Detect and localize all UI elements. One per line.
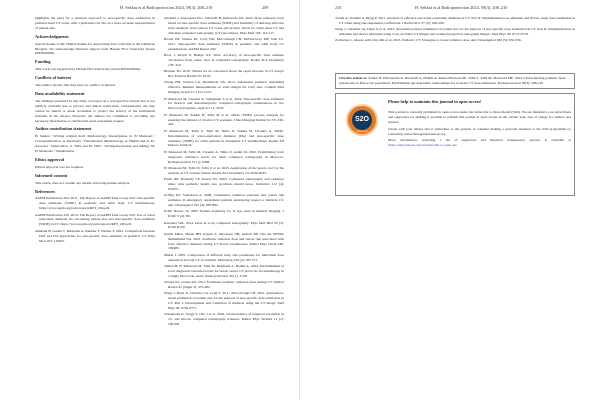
reference-item: Zacharias C, Alessio AM, Otto RK et al. 2013. Pediatric CT: Strategies to lower radiation dose. Am J Roentgenol 200 (5): 950-956.: [335, 38, 522, 43]
seal-top-text: SUBSCRIBE TO OPEN: [353, 106, 371, 107]
section-text: The authors declare that they have no conflict of interest.: [35, 83, 116, 88]
reference-item: Wang J, Duan X, Christner JA, Leng S, Yu L, McCollough CH. 2012. Attenuation-based estimation of patient size for the purpose of size specific dose estimation in CT. Part I. Development and validation of methods using the CT image. Med Phys 39: 6764-6771.: [164, 291, 284, 310]
page-number: 209: [262, 5, 269, 10]
references-list-page2: [335, 16, 575, 45]
open-access-appeal: [335, 93, 575, 196]
cite-box: [335, 73, 575, 89]
page-210: [300, 0, 600, 400]
appeal-paragraph-3: [388, 138, 571, 148]
reference-item: Kalender WA. 2014. Dose in x-ray computed tomography. Phys Med Biol 59 (3): R129-R150.: [164, 220, 284, 230]
reference-item: Mukta I. 2005. Comparison of different body size parameters for individual dose adaptation in body CT of children. Med Imag 236 (2): 565 571.: [164, 252, 284, 262]
appeal-text: [388, 100, 571, 150]
references-list-right: [164, 16, 284, 327]
section-text: The findings presented in this study are based on a retrospective dataset that is not publicly available due to privacy and ethical restrictions. Unfortunately, the data cannot be shared or made accessible to protect the privacy of the individuals included in the dataset. However, the authors are committed to providing any necessary information or clarification upon reasonable request.: [35, 98, 155, 123]
reference-item: Boone JM, Strauss KJ, Cody DD, McCollough CH, McNitt-Gray MF, Toth TL. 2011. Size-specific dose estimates (SSDE) in pediatric and adult body CT examinations. AAPM Report 204.: [164, 37, 284, 51]
cite-label: Cite this article as:: [339, 76, 368, 80]
left-column: [35, 16, 155, 245]
reference-item: Griffey RT, Sodickson A. 2009. Cumulative radiation exposure and cancer risk estimates in emergency department patients undergoing repeat or multiple CT. Am J Roentgenol 192 (4): 887-892.: [164, 193, 284, 208]
seal-bottom-text: OPEN ACCESS: [356, 132, 368, 133]
appeal-paragraph-3-text: More information, including a list of supporters and financial transparency reports, is available at: [388, 138, 571, 143]
reference-item: Boos J, Kröpil P, Bethge OT. 2016. Accuracy of size-specific dose estimate calculation from center slice in computed tomography. Radiat Prot Dosimetry 178: 419.: [164, 53, 284, 67]
appeal-paragraph-1: This journal is currently published in open access under the Subscribe to Open model (S2O). We are thankful to our subscribers and supporters for making it possible to publish this journal in open access in the current year, free of charge for authors and readers.: [388, 109, 571, 124]
section-text: This work was supported by Hassan First University (Grant #FP2020096).: [35, 67, 141, 72]
reference-item: Brenner DJ. 2010. Should we be concerned about the rapid increase in CT usage? Rev Environ Health 25: 63-67.: [164, 69, 284, 79]
reference-item: AAPM Publication 204. 2011. The Report of AAPM Task Group 204: Size-specific dose estimates (SSDE) in pediatric and adult body CT examinations. https://www.aapm.org/pubs/reports/RPT_204.pdf.: [35, 196, 155, 211]
section-text: Special thanks to Mr. Hamza Sekkat for supervising data collection at the Childrens Hospital. We acknowledge financial support from Hassan First University (Grant #FP2020096).: [35, 41, 155, 56]
section-heading: Funding: [35, 59, 51, 65]
reference-item: El Mansouri M, Choukri A, Semghouli S et al. 2022. Size-specific dose estimates for thoracic and abdominopelvic computed tomography examinations in two Moroccan hospitals. Appl Sci 12: 5655.: [164, 96, 284, 111]
references-heading: References: [35, 188, 55, 194]
running-head: H. Sekkat et al Radioprotection 2024, 59(3), 208–210: [120, 5, 213, 10]
section-heading: Data availability statement: [35, 90, 85, 96]
reference-item: Cheng PM, Vachon LA, Duddalwar VA. 2013. Automated pediatric abdominal effective diameter measurements on axial images for body size. Comput Med Imaging Graph 37: 1151-1153.: [164, 80, 284, 95]
reference-item: El Mansouri M, Sekkat H, Talbi M et al. 2024a. FMEA process analysis for ensuring the failures of 16-slice CT scanners. J Med Imaging Radiat Sci 55: 436-442.: [164, 112, 284, 127]
reference-item: Karim MKA, Hasan HH, Kayun Z, Aliyaseen OB, Anizan SB, Che Ra NFNM, Muhammad NA. 2021. Paediatric radiation dose and cancer risk associated with body effective diameter during CT thorax examination. Radiat Phys Chem 186: 109485.: [164, 231, 284, 251]
reference-item: Yokomachi K, Tsuge T, Ono J et al. 2018. Characteristics of temporal resolution in 16- and 64-row computed tomography scanners. Radiol Phys Technol 11 (1): 100108.: [164, 312, 284, 327]
section-heading: Conflicts of interest: [35, 75, 71, 81]
reference-item: El Mansouri M, Talbi M, Choukri A, Nhila O, Ashid M. 2022. Establishing local diagnostic reference levels for adult computed tomography in Morocco. Radioprotection 57 (1): 6466.: [164, 149, 284, 164]
cite-text: Sekkat H, Elmansouri K, Khalloufi A, Halimi A, Ahmed Haraoui OE, Talbi Z, Talbi M, Mansouri ME. 2024. Characterizing pediatric head patient size in Moroccan population: Establishing age-dependent relationships for accurate CT dose estimation. Radioprotection 59(3): 208-210: [339, 76, 566, 85]
reference-item: Tortell A, Yoshida A, Hogg P. 2017. Analysis of effective and water-equivalent diameter in CT. Part II: Implementation on abdomen and thorax organ dose estimation in CT when using size-dependent coefficients. J Radiol Prot 37 (2): 190-206.: [335, 16, 575, 25]
section-heading: Ethics approval: [35, 156, 64, 162]
reference-item: Anselmi J, Anyaogaru Ebo, Saltarelli B, Dallavalle AN. 2023. Dose reference level based on size-specific dose estimates (SSDE) and feasibility of deriving effective body diameter from patient CT scans and product labels for adult chest CT and abdomen computed tomography (CT) procedures. Phys Med 102: 110-117.: [164, 16, 284, 35]
reference-item: Alikhani B, Getzin T, Rebmann A, Ruhnke T, Wacker F. 2022. Comparison between Deff and Dw approaches for size-specific dose estimates in pediatric CT. Phys Med 103: 110205.: [35, 228, 155, 243]
section-heading: Acknowledgments: [35, 33, 69, 39]
page-number: 210: [335, 5, 342, 10]
section-heading: Author contribution statement: [35, 126, 92, 132]
section-text: This article does not contain any studies involving human subjects.: [35, 180, 131, 185]
running-head: H. Sekkat et al Radioprotection 2024, 59(3), 208–210: [415, 5, 508, 10]
reference-item: AAPM Publication 220. 2014. The Report of AAPM Task Group 220: Use of water equivalent diameter for calculating patient size and size-specific dose estimates (SSDE) in CT. https://www.aapm.org/pubs/reports/RPT_220.pdf.: [35, 212, 155, 227]
reference-item: ICRU Report 74. 2005. Patient dosimetry for X rays used in medical imaging. J ICRU 5 (2): 89.: [164, 209, 284, 219]
references-list-left: [35, 196, 155, 243]
section-heading: Informed consent: [35, 172, 68, 178]
right-column: [164, 16, 284, 328]
seal-center-text: S2O: [352, 110, 372, 130]
appeal-paragraph-2: Check with your library that it subscribes to the journal, or consider making a personal donation to the S2O programme by contacting subscribers@edpsciences.org: [388, 126, 571, 136]
reference-item: Strauss KJ, Goske MJ. 2011. Estimated pediatric radiation dose during CT. Pediatr Radiol 41 (Suppl 2): 472-482.: [164, 280, 284, 289]
reference-item: Sekkat H, El Mansouri M, Talbi M, Khalloufi A, Halimi A. 2024. Establishment of local diagnostic reference levels for breast cancer CT protocols in radiotherapy in a single Moroccan center. Radioprotection 59 (1): 3138.: [164, 263, 284, 278]
section-text: Ethical approval was not required.: [35, 164, 84, 169]
reference-item: El Mansouri M, Talbi M, Talbi Z et al. 2023. Application of the pareto tool for the analysis of CT scanner failure. Radiat Prot Dosimetry 23: 2039-2045.: [164, 165, 284, 175]
reference-item: El Mansouri M, Talbi Z, Talbi M, Nhila O, Sekkat H, Choukri A. 2024b. Determination of water-equivalent diameter (Dw) and size-specific dose estimates (SSDE) for adult patients in abdominal CT examinations. Radiat Eff Defects Solids 8.: [164, 128, 284, 148]
section-text: H. Sekkat : Writing original draft, Methodology, Investigation. K. El Mansouri : Conceptualization, A. Khalloufi : Visualization, Methodology, A. Halimi and O. El-Aassouri : Supervision. Z. Talbi and M. Talbi : Writing-Reviewing and editing. M. El Mansouri : Visualization.: [35, 134, 155, 154]
appeal-heading: Please help to maintain this journal in open access!: [388, 99, 482, 104]
s2o-info-link[interactable]: https://edpsciences.org/en/subscribe-to-open-s2o: [388, 143, 458, 148]
reference-item: Frush DP, Donnelly LF, Rosen NS. 2003. Computed tomography and radiation risks: what pediatric health care providers should know. Pediatrics 112 (4): 951957.: [164, 177, 284, 191]
reference-item: Wang J, Christner JA, Duan X et al. 2012. Attenuation-based estimation of patient size for the purpose of size specific dose estimation in CT. Part II. Implementation on abdomen and thorax phantoms using cross sectional CT images and scanned projection radiograph images. Med Phys 39: 6772-6778.: [335, 27, 575, 37]
intro-tail: highlights the need for a nuanced approach to size-specific dose estimation in pediatric head CT scans, with a preference for Dw as a more accurate representation of patient size.: [35, 16, 155, 30]
s2o-seal-icon: [346, 104, 378, 136]
sections: [35, 35, 155, 186]
